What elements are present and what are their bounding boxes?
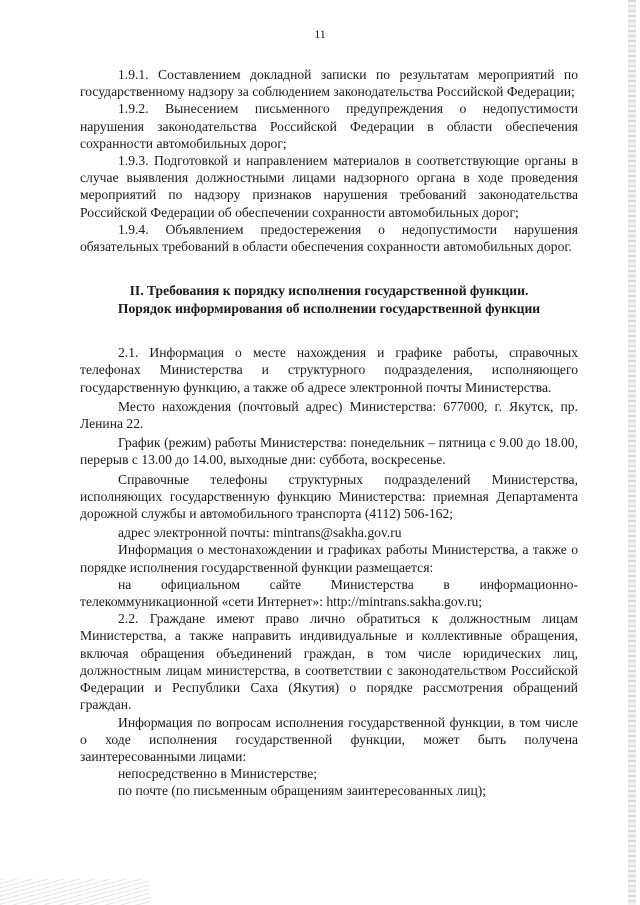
scan-corner-artifact	[0, 879, 150, 905]
list-item-by-mail: по почте (по письменным обращениям заинтересованных лиц);	[118, 783, 487, 799]
paragraph-address: Место нахождения (почтовый адрес) Министерства: 677000, г. Якутск, пр. Ленина 22.	[80, 398, 578, 432]
paragraph-info-location: Информация о местонахождении и графиках работы Министерства, а также о порядке исполнения государственной функции размещается:	[80, 542, 578, 575]
paragraph-1-9-3: 1.9.3. Подготовкой и направлением материалов в соответствующие органы в случае выявления должностными лицами надзорного органа в ходе проведения мероприятий по надзору признаков нарушения требований законодательства Российской Федерации об обеспечении сохранности автомобильных дорог;	[80, 153, 578, 220]
section-heading-line-2: Порядок информирования об исполнении государственной функции	[117, 301, 541, 317]
paragraph-website: на официальном сайте Министерства в информационно-телекоммуникационной «сети Интернет»: http://mintrans.sakha.gov.ru;	[80, 576, 578, 610]
paragraph-phones: Справочные телефоны структурных подразделений Министерства, исполняющих государственную функцию Министерства: приемная Департамента дорожной службы и автомобильного транспорта (4112) 506-162;	[80, 471, 578, 522]
paragraph-email: адрес электронной почты: mintrans@sakha.gov.ru	[118, 525, 402, 541]
document-body	[80, 66, 578, 800]
list-item-in-ministry: непосредственно в Министерстве;	[118, 766, 318, 782]
section-heading-line-1: II. Требования к порядку исполнения государственной функции.	[129, 283, 529, 299]
section-heading	[80, 282, 578, 318]
paragraph-info-channels: Информация по вопросам исполнения государственной функции, в том числе о ходе исполнения государственной функции, может быть получена заинтересованными лицами:	[80, 714, 578, 764]
paragraph-1-9-4: 1.9.4. Объявлением предостережения о недопустимости нарушения обязательных требований в области обеспечения сохранности автомобильных дорог.	[80, 221, 578, 255]
page-number: 11	[314, 27, 326, 41]
paragraph-1-9-1: 1.9.1. Составлением докладной записки по результатам мероприятий по государственному надзору за соблюдением законодательства Российской Федерации;	[80, 67, 578, 100]
paragraph-2-1: 2.1. Информация о месте нахождения и графике работы, справочных телефонах Министерства и структурного подразделения, исполняющего государственную функцию, а также об адресе электронной почты Министерства.	[80, 345, 578, 395]
paragraph-schedule: График (режим) работы Министерства: понедельник – пятница с 9.00 до 18.00, перерыв с 13.00 до 14.00, выходные дни: суббота, воскресенье.	[80, 435, 578, 468]
paragraph-2-2: 2.2. Граждане имеют право лично обратиться к должностным лицам Министерства, а также направить индивидуальные и коллективные обращения, включая обращения объединений граждан, в том числе юридических лиц, должностным лицам министерства, в соответствии с законодательством Российской Федерации и Республики Саха (Якутия) о порядке рассмотрения обращений граждан.	[80, 611, 578, 713]
paragraph-1-9-2: 1.9.2. Вынесением письменного предупреждения о недопустимости нарушения законодательства Российской Федерации в области обеспечения сохранности автомобильных дорог;	[80, 101, 578, 151]
scan-edge-artifact	[628, 0, 636, 905]
